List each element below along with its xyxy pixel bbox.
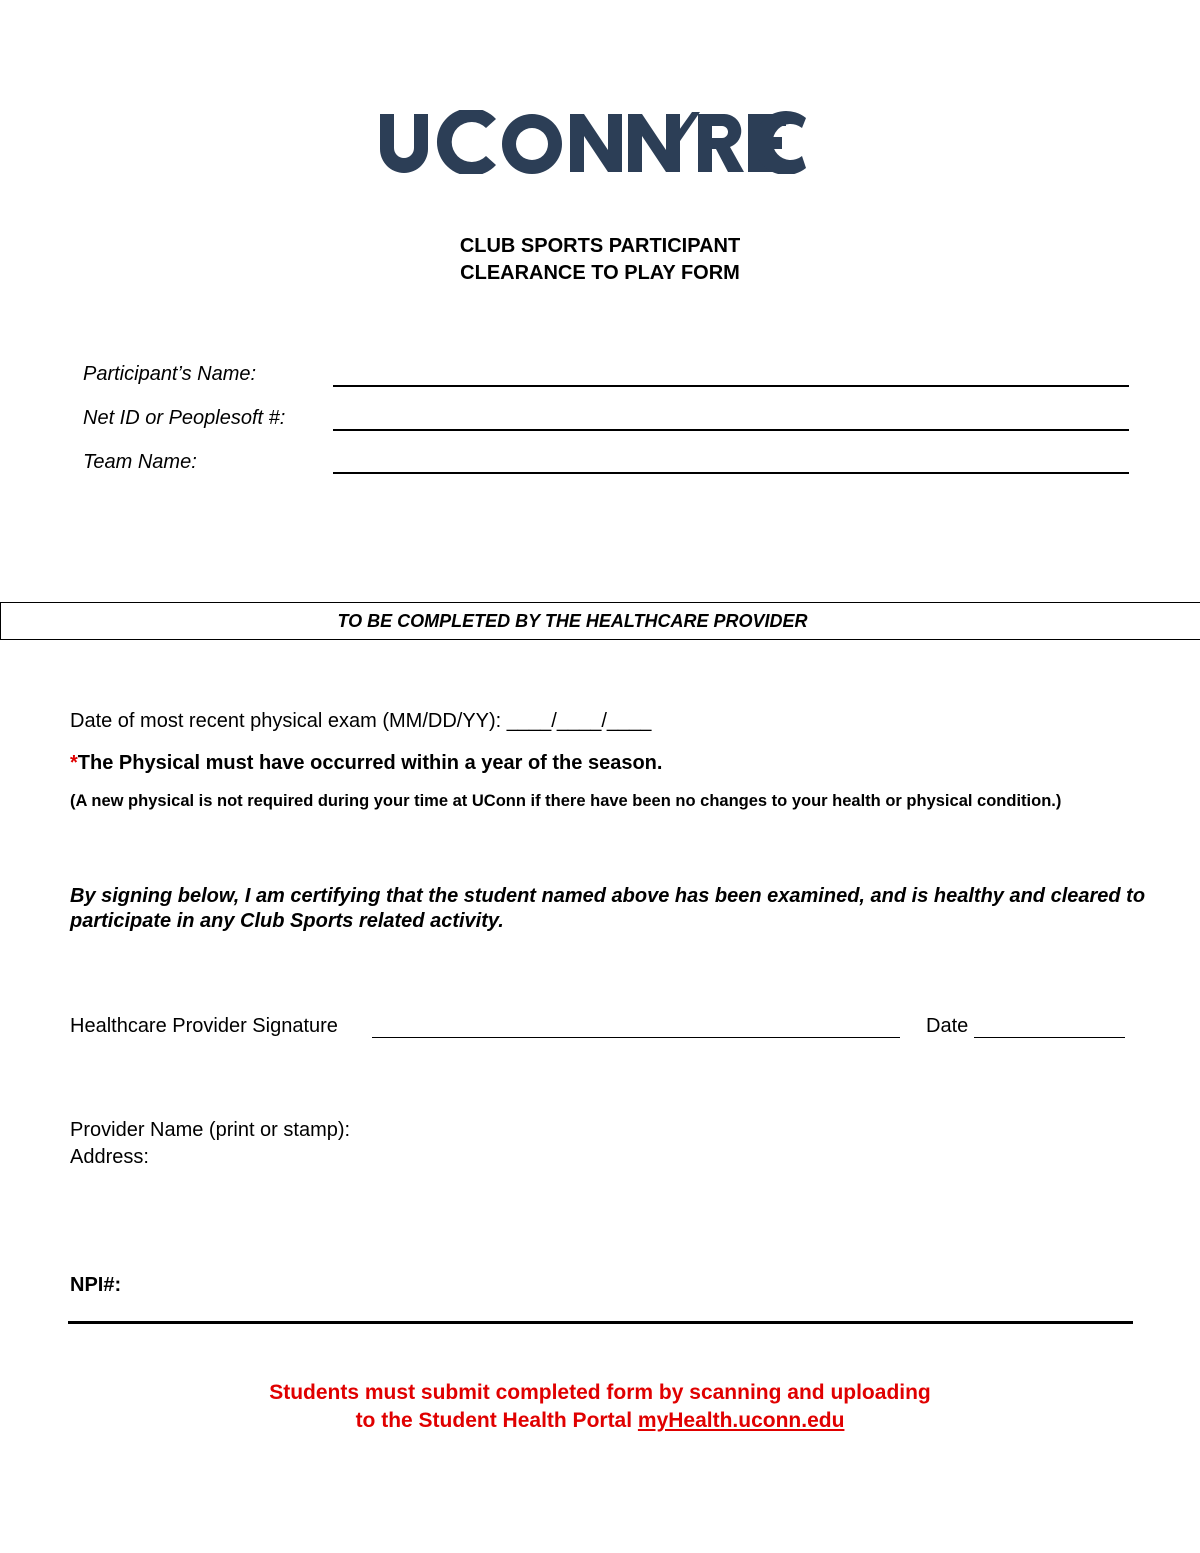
submit-instructions-line2 [0,1407,1200,1435]
physical-requirement-text: The Physical must have occurred within a year of the season. [77,752,663,774]
provider-name-label: Provider Name (print or stamp): [70,1119,351,1141]
new-physical-note: (A new physical is not required during your time at UConn if there have been no changes to your health or physical condition.) [70,792,1062,810]
form-title-line1: CLUB SPORTS PARTICIPANT [459,235,741,257]
participant-name-label: Participant’s Name: [83,363,257,385]
provider-section-header: TO BE COMPLETED BY THE HEALTHCARE PROVIDER [337,611,808,631]
certification-statement: By signing below, I am certifying that the student named above has been examined, and is healthy and cleared to participate in any Club Sports related activity. [70,885,1146,932]
divider [68,1321,1133,1324]
signature-field[interactable] [372,1037,900,1038]
physical-requirement-note [70,751,662,775]
exam-date-field[interactable]: Date of most recent physical exam (MM/DD/YY): ____/____/____ [70,710,652,732]
npi-label: NPI#: [70,1274,122,1296]
team-name-label: Team Name: [83,451,197,473]
submit-instructions-line1: Students must submit completed form by scanning and uploading [269,1381,931,1404]
uconn-rec-logo-icon [376,110,816,174]
health-portal-link[interactable]: myHealth.uconn.edu [637,1409,845,1432]
address-label: Address: [70,1146,149,1168]
submit-instructions-prefix: to the Student Health Portal [355,1409,638,1432]
date-label: Date [926,1015,969,1037]
date-field[interactable] [974,1037,1125,1038]
form-title-line2: CLEARANCE TO PLAY FORM [460,262,740,284]
participant-name-field[interactable] [333,385,1129,387]
net-id-label: Net ID or Peoplesoft #: [83,407,286,429]
required-asterisk: * [70,752,78,774]
net-id-field[interactable] [333,429,1129,431]
signature-label: Healthcare Provider Signature [70,1015,338,1037]
team-name-field[interactable] [333,472,1129,474]
uconn-rec-logo [376,110,816,174]
